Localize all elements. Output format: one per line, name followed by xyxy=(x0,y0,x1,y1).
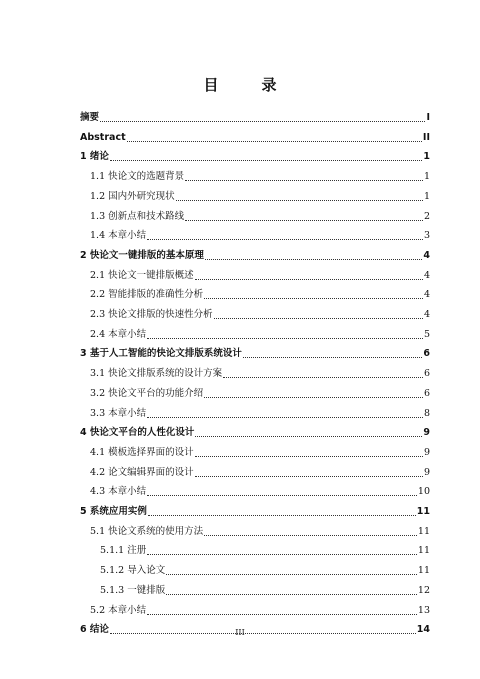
toc-entry-label: 5.1 快论文系统的使用方法 xyxy=(90,525,204,537)
toc-dot-leader xyxy=(205,259,422,260)
toc-entry[interactable] xyxy=(80,404,430,420)
toc-dot-leader xyxy=(204,535,417,536)
toc-entry[interactable] xyxy=(80,147,430,163)
toc-entry-page-number: 11 xyxy=(417,525,430,537)
toc-entry-label: 1.2 国内外研究现状 xyxy=(90,190,175,202)
toc-entry[interactable] xyxy=(80,581,430,597)
toc-dot-leader xyxy=(166,594,417,595)
toc-entry-page-number: 11 xyxy=(417,545,430,557)
toc-entry[interactable] xyxy=(80,443,430,459)
toc-entry-page-number: 10 xyxy=(417,486,430,498)
toc-entry-label: 4.2 论文编辑界面的设计 xyxy=(90,466,194,478)
toc-dot-leader xyxy=(223,377,423,378)
toc-dot-leader xyxy=(195,436,422,437)
toc-dot-leader xyxy=(204,298,423,299)
toc-dot-leader xyxy=(147,338,423,339)
toc-entry-page-number: 1 xyxy=(423,151,430,163)
toc-entry-page-number: 4 xyxy=(423,269,430,281)
toc-entry-page-number: 2 xyxy=(423,210,430,222)
toc-entry-page-number: 4 xyxy=(423,289,430,301)
toc-entry-label: 3.3 本章小结 xyxy=(90,407,147,419)
toc-entry[interactable] xyxy=(80,285,430,301)
toc-entry-page-number: 3 xyxy=(423,230,430,242)
toc-entry-label: 4.3 本章小结 xyxy=(90,486,147,498)
toc-entry-label: 2.4 本章小结 xyxy=(90,328,147,340)
toc-entry[interactable] xyxy=(80,325,430,341)
toc-entry-page-number: 9 xyxy=(423,427,430,439)
toc-entry-label: 5.2 本章小结 xyxy=(90,604,147,616)
toc-dot-leader xyxy=(147,239,423,240)
toc-entry[interactable] xyxy=(80,305,430,321)
toc-dot-leader xyxy=(195,279,423,280)
toc-entry-label: 5 系统应用实例 xyxy=(80,506,147,517)
toc-entry-label: 2.2 智能排版的准确性分析 xyxy=(90,289,204,301)
toc-entry-page-number: I xyxy=(426,112,430,123)
toc-entry[interactable] xyxy=(80,364,430,380)
toc-entry-label: 2 快论文一键排版的基本原理 xyxy=(80,249,204,261)
toc-entry-label: 3 基于人工智能的快论文排版系统设计 xyxy=(80,348,242,360)
toc-dot-leader xyxy=(185,180,423,181)
toc-entry-page-number: 11 xyxy=(417,565,430,577)
toc-entry[interactable] xyxy=(80,522,430,538)
toc-entry-label: 1.1 快论文的选题背景 xyxy=(90,171,185,183)
toc-entry[interactable] xyxy=(80,226,430,242)
toc-entry-page-number: 13 xyxy=(417,604,430,616)
toc-entry-page-number: 9 xyxy=(423,466,430,478)
toc-dot-leader xyxy=(176,200,423,201)
toc-entry[interactable] xyxy=(80,187,430,203)
toc-entry[interactable] xyxy=(80,601,430,617)
toc-entry[interactable] xyxy=(80,266,430,282)
toc-entry-label: 5.1.3 一键排版 xyxy=(100,584,166,596)
toc-entry[interactable] xyxy=(80,463,430,479)
toc-entry-label: 1.4 本章小结 xyxy=(90,230,147,242)
toc-entry-page-number: 1 xyxy=(423,171,430,183)
toc-dot-leader xyxy=(100,121,425,122)
page-number-footer: III xyxy=(235,628,245,637)
page-title: 目 录 xyxy=(203,76,291,94)
toc-dot-leader xyxy=(204,397,423,398)
toc-entry-label: Abstract xyxy=(80,131,126,143)
toc-dot-leader xyxy=(147,495,417,496)
toc-entry[interactable] xyxy=(80,561,430,577)
toc-entry-page-number: 6 xyxy=(423,348,430,360)
toc-entry-page-number: 11 xyxy=(416,506,430,517)
toc-dot-leader xyxy=(243,357,422,358)
toc-entry-label: 6 结论 xyxy=(80,624,109,636)
toc-entry[interactable] xyxy=(80,128,430,144)
toc-entry-page-number: 5 xyxy=(423,328,430,340)
toc-entry[interactable] xyxy=(80,502,430,518)
toc-entry-page-number: 9 xyxy=(423,446,430,458)
toc-entry[interactable] xyxy=(80,482,430,498)
toc-entry[interactable] xyxy=(80,423,430,439)
toc-dot-leader xyxy=(147,554,417,555)
toc-entry-label: 2.1 快论文一键排版概述 xyxy=(90,269,194,281)
toc-entry[interactable] xyxy=(80,167,430,183)
toc-entry-page-number: 4 xyxy=(423,309,430,320)
toc-entry-page-number: 6 xyxy=(423,368,430,380)
toc-dot-leader xyxy=(147,417,423,418)
toc-entry[interactable] xyxy=(80,207,430,223)
toc-entry-label: 3.2 快论文平台的功能介绍 xyxy=(90,387,204,399)
toc-entry[interactable] xyxy=(80,384,430,400)
toc-entry-label: 5.1.2 导入论文 xyxy=(100,565,166,577)
toc-dot-leader xyxy=(127,141,422,142)
toc-entry[interactable] xyxy=(80,246,430,262)
toc-entry-page-number: II xyxy=(422,131,430,143)
toc-entry-label: 5.1.1 注册 xyxy=(100,545,147,557)
toc-dot-leader xyxy=(195,456,423,457)
toc-entry-label: 2.3 快论文排版的快速性分析 xyxy=(90,309,213,320)
toc-dot-leader xyxy=(195,476,423,477)
toc-dot-leader xyxy=(166,574,417,575)
toc-entry-label: 3.1 快论文排版系统的设计方案 xyxy=(90,368,223,380)
toc-entry-label: 4.1 模板选择界面的设计 xyxy=(90,446,194,458)
toc-entry-page-number: 8 xyxy=(423,407,430,419)
toc-entry[interactable] xyxy=(80,108,430,124)
toc-entry-page-number: 12 xyxy=(417,584,430,596)
toc-dot-leader xyxy=(147,614,417,615)
toc-entry-label: 1.3 创新点和技术路线 xyxy=(90,210,185,222)
toc-entry[interactable] xyxy=(80,344,430,360)
toc-dot-leader xyxy=(148,515,416,516)
toc-entry-page-number: 4 xyxy=(423,249,430,261)
toc-entry-label: 4 快论文平台的人性化设计 xyxy=(80,427,195,439)
toc-entry-page-number: 1 xyxy=(423,190,430,202)
toc-entry-page-number: 14 xyxy=(416,624,430,636)
toc-entry-label: 摘要 xyxy=(80,112,100,123)
toc-dot-leader xyxy=(214,318,423,319)
toc-entry[interactable] xyxy=(80,541,430,557)
toc-dot-leader xyxy=(110,160,422,161)
toc-entry-label: 1 绪论 xyxy=(80,151,109,163)
toc-dot-leader xyxy=(185,220,423,221)
toc-entry-page-number: 6 xyxy=(423,387,430,399)
